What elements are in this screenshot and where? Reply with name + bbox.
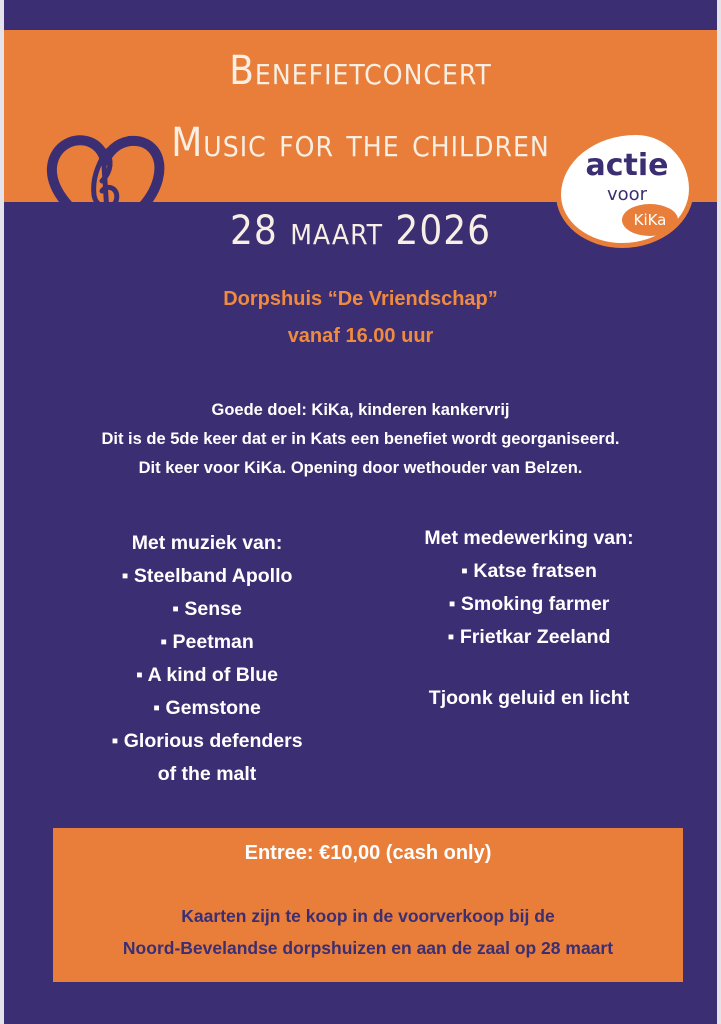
spacer xyxy=(394,654,664,682)
logo-badge-kika: KiKa xyxy=(622,204,678,236)
cooperation-list xyxy=(394,522,664,715)
list-item: ▪ A kind of Blue xyxy=(136,664,278,686)
intro-line: Dit is de 5de keer dat er in Kats een benefiet wordt georganiseerd. xyxy=(101,430,620,448)
list-item: ▪ Steelband Apollo xyxy=(121,565,293,587)
logo-text-actie: actie xyxy=(585,148,669,183)
list-item: ▪ Glorious defenders xyxy=(111,730,303,752)
list-item: ▪ Katse fratsen xyxy=(461,560,597,582)
logo-text-voor: voor xyxy=(606,184,648,205)
footer-band xyxy=(53,828,683,982)
tickets-info xyxy=(53,900,683,964)
event-time: vanaf 16.00 uur xyxy=(287,325,434,347)
list-item: ▪ Peetman xyxy=(160,631,254,653)
tickets-line: Kaarten zijn te koop in de voorverkoop bij de xyxy=(181,906,555,926)
list-item: ▪ Frietkar Zeeland xyxy=(447,626,611,648)
music-heading: Met muziek van: xyxy=(131,532,283,554)
event-venue: Dorpshuis “De Vriendschap” xyxy=(223,288,498,310)
list-item: of the malt xyxy=(157,763,257,785)
list-item: ▪ Gemstone xyxy=(153,697,261,719)
cooperation-extra: Tjoonk geluid en licht xyxy=(428,687,630,709)
intro-text xyxy=(4,396,717,483)
title-benefietconcert: Benefietconcert xyxy=(229,48,492,94)
music-list xyxy=(72,527,342,791)
list-item: ▪ Smoking farmer xyxy=(448,593,610,615)
tickets-line: Noord-Bevelandse dorpshuizen en aan de zaal op 28 maart xyxy=(122,938,614,958)
poster xyxy=(4,0,717,1024)
event-date: 28 maart 2026 xyxy=(229,208,491,254)
cooperation-heading: Met medewerking van: xyxy=(424,527,634,549)
title-music-for-the-children: Music for the children xyxy=(171,120,550,166)
entree-price: Entree: €10,00 (cash only) xyxy=(244,842,492,864)
list-item: ▪ Sense xyxy=(172,598,242,620)
intro-line: Dit keer voor KiKa. Opening door wethouder van Belzen. xyxy=(138,459,583,477)
intro-line: Goede doel: KiKa, kinderen kankervrij xyxy=(211,401,510,419)
